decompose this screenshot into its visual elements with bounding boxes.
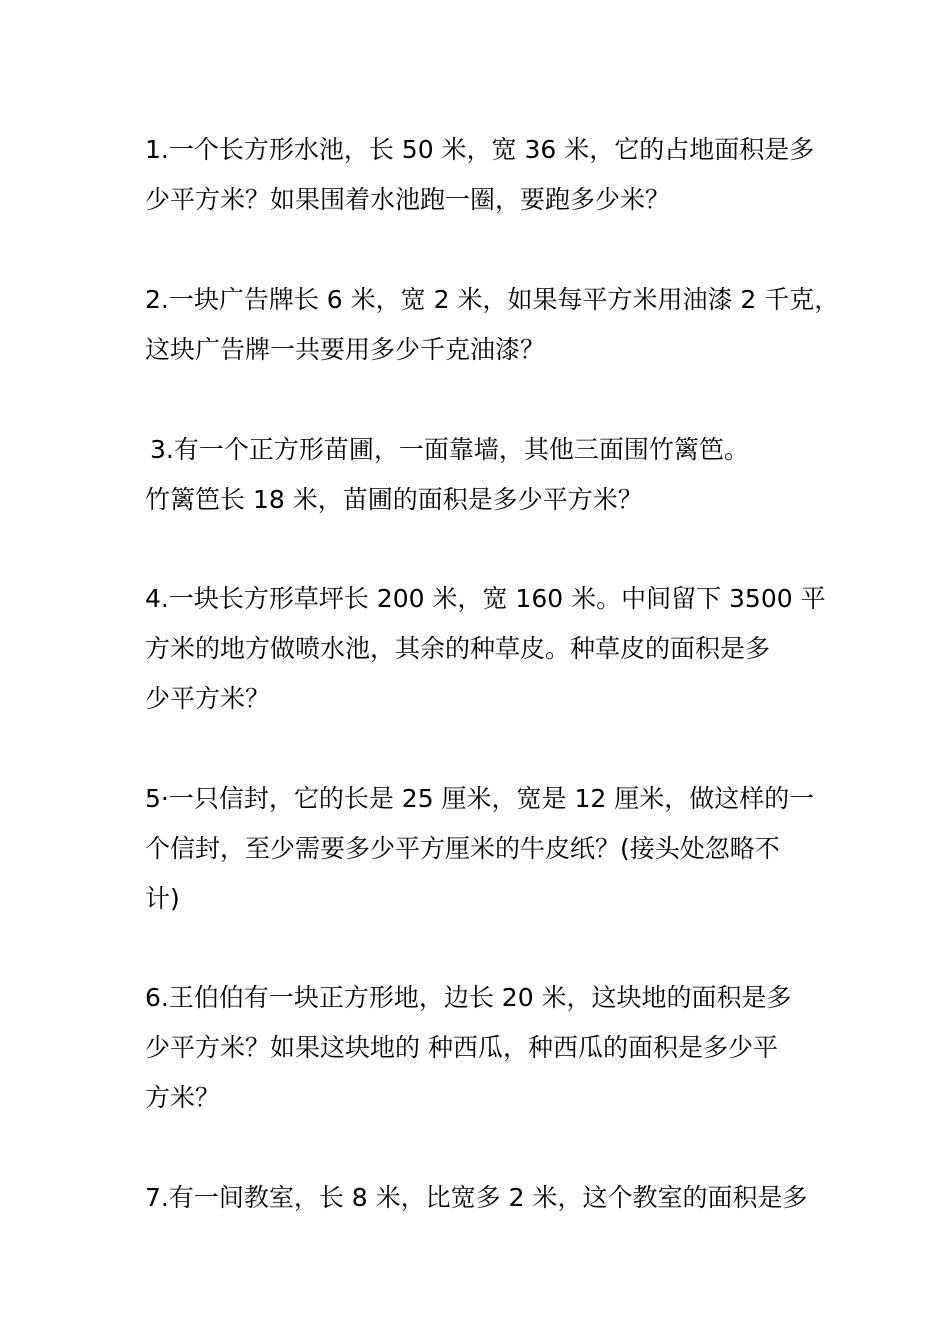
problem-5-line-3: 计) [145,884,180,913]
problem-5-line-2: 个信封，至少需要多少平方厘米的牛皮纸？(接头处忽略不 [145,834,780,863]
problem-6-line-3: 方米？ [145,1083,221,1112]
problem-4-line-3: 少平方米？ [145,684,271,713]
problem-6-line-2: 少平方米？如果这块地的 种西瓜，种西瓜的面积是多少平 [145,1033,778,1062]
problem-3-line-1: 3.有一个正方形苗圃，一面靠墙，其他三面围竹篱笆。 [150,435,749,464]
problem-3-line-2: 竹篱笆长 18 米，苗圃的面积是多少平方米？ [145,485,643,514]
problem-1-line-2: 少平方米？如果围着水池跑一圈，要跑多少米？ [145,185,671,214]
problem-4-line-2: 方米的地方做喷水池，其余的种草皮。种草皮的面积是多 [145,634,771,663]
problem-2-line-1: 2.一块广告牌长 6 米，宽 2 米，如果每平方米用油漆 2 千克， [145,285,840,314]
problem-1-line-1: 1.一个长方形水池，长 50 米，宽 36 米，它的占地面积是多 [145,135,815,164]
problem-7-line-1: 7.有一间教室，长 8 米，比宽多 2 米，这个教室的面积是多 [145,1183,808,1212]
problem-4-line-1: 4.一块长方形草坪长 200 米，宽 160 米。中间留下 3500 平 [145,584,826,613]
problem-5-line-1: 5·一只信封，它的长是 25 厘米，宽是 12 厘米，做这样的一 [145,784,815,813]
problem-6-line-1: 6.王伯伯有一块正方形地，边长 20 米，这块地的面积是多 [145,983,792,1012]
problem-2-line-2: 这块广告牌一共要用多少千克油漆？ [145,335,546,364]
